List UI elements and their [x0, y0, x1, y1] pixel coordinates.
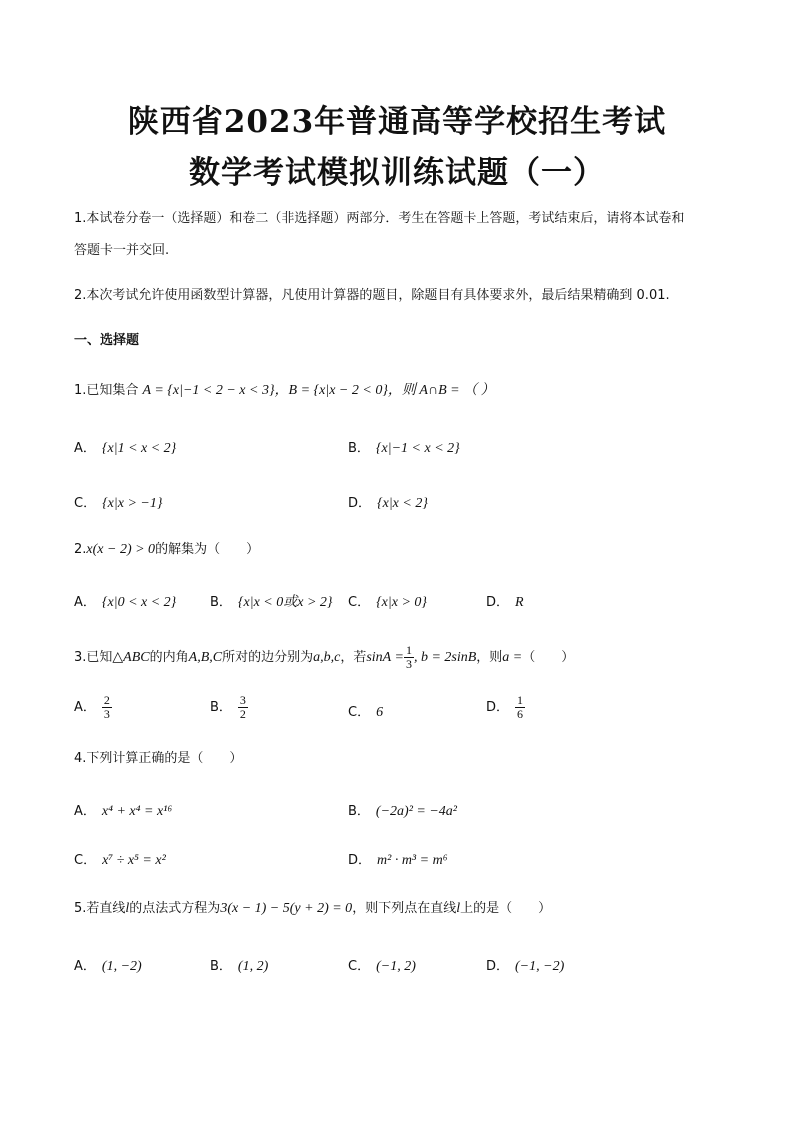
- option-label: B．: [348, 804, 370, 819]
- fraction-numerator: 3: [239, 693, 246, 707]
- option-label: A．: [74, 959, 96, 974]
- option-math: {x|x > −1}: [102, 496, 163, 511]
- option-label: D．: [348, 853, 372, 868]
- q4-option-a[interactable]: [74, 800, 172, 820]
- q1-option-c[interactable]: [74, 492, 162, 512]
- note-1a: 1.本试卷分卷一（选择题）和卷二（非选择题）两部分．考生在答题卡上答题，考试结束后，请将本试卷和: [74, 211, 685, 226]
- option-math: {x|x < 0或x > 2}: [237, 595, 333, 610]
- option-label: D．: [486, 595, 510, 610]
- q2-option-b[interactable]: [210, 591, 333, 611]
- option-math: (1, 2): [237, 959, 269, 974]
- q1-option-b[interactable]: [348, 437, 460, 457]
- option-math: (−2a)² = −4a²: [375, 804, 457, 819]
- option-label: B．: [210, 959, 232, 974]
- option-label: C．: [348, 705, 371, 720]
- fraction-numerator: 1: [517, 693, 524, 707]
- exam-title-line2: 数学考试模拟训练试题（一）: [189, 155, 605, 191]
- fraction-denominator: 6: [517, 707, 524, 721]
- q4-option-d[interactable]: [348, 849, 448, 869]
- q5-mid2: ，则下列点在直线: [352, 901, 457, 916]
- q2-option-a[interactable]: [74, 591, 176, 611]
- question-2-stem: [74, 539, 734, 561]
- option-math: (−1, 2): [376, 959, 416, 974]
- option-math: m² · m³ = m⁶: [377, 853, 448, 868]
- q3-option-c[interactable]: [348, 701, 383, 721]
- q5-mid1: 的点法式方程为: [129, 901, 221, 916]
- q3-text: 3.已知: [74, 650, 113, 665]
- q3-cond-fraction: [404, 644, 414, 671]
- option-label: A．: [74, 700, 96, 715]
- section-heading: 一、选择题: [74, 333, 140, 348]
- q5-option-c[interactable]: [348, 955, 416, 975]
- q3-angles: A,B,C: [188, 650, 223, 665]
- q2-option-d[interactable]: [486, 591, 524, 611]
- option-label: C．: [74, 853, 97, 868]
- q5-option-b[interactable]: [210, 955, 268, 975]
- q3-cond-post: , b = 2sinB: [413, 650, 477, 665]
- option-label: A．: [74, 595, 96, 610]
- option-fraction: [102, 694, 112, 721]
- q2-math: x(x − 2) > 0: [86, 542, 156, 557]
- question-1-stem: [74, 380, 734, 402]
- option-label: B．: [210, 595, 232, 610]
- option-label: B．: [348, 441, 370, 456]
- option-math: {x|−1 < x < 2}: [375, 441, 460, 456]
- option-label: C．: [348, 959, 371, 974]
- option-math: 6: [376, 705, 384, 720]
- question-3-stem: [74, 644, 734, 671]
- option-math: x⁷ ÷ x⁵ = x²: [102, 853, 166, 868]
- q3-option-b[interactable]: [210, 694, 248, 721]
- q3-mid1: 的内角: [149, 650, 189, 665]
- option-math: {x|0 < x < 2}: [101, 595, 177, 610]
- q4-option-b[interactable]: [348, 800, 457, 820]
- q3-math-a: a =: [502, 650, 523, 665]
- option-label: C．: [74, 496, 97, 511]
- fraction-denominator: 2: [239, 707, 246, 721]
- q1-text: 1.已知集合: [74, 383, 139, 398]
- question-5-stem: [74, 898, 734, 920]
- option-math: R: [515, 595, 524, 610]
- q5-option-a[interactable]: [74, 955, 142, 975]
- fraction-denominator: 3: [405, 657, 412, 671]
- q3-option-a[interactable]: [74, 694, 112, 721]
- option-math: {x|x > 0}: [376, 595, 427, 610]
- q3-mid2: 所对的边分别为: [222, 650, 314, 665]
- q2-option-c[interactable]: [348, 591, 427, 611]
- option-math: x⁴ + x⁴ = x¹⁶: [101, 804, 173, 819]
- q5-option-d[interactable]: [486, 955, 564, 975]
- question-4-stem: 4.下列计算正确的是（ ）: [74, 751, 243, 766]
- option-fraction: [238, 694, 248, 721]
- note-2: 2.本次考试允许使用函数型计算器，凡使用计算器的题目，除题目有具体要求外，最后结果精确到 0.01.: [74, 288, 670, 303]
- q2-tail: 的解集为（ ）: [155, 542, 260, 557]
- q3-option-d[interactable]: [486, 694, 525, 721]
- q3-tail: （ ）: [522, 650, 575, 665]
- fraction-denominator: 3: [103, 707, 110, 721]
- q4-option-c[interactable]: [74, 849, 166, 869]
- q5-mid3: 上的是（ ）: [460, 901, 552, 916]
- option-math: {x|x < 2}: [377, 496, 428, 511]
- q1-option-d[interactable]: [348, 492, 428, 512]
- option-math: (1, −2): [101, 959, 142, 974]
- q5-line-l: l: [125, 901, 130, 916]
- option-math: {x|1 < x < 2}: [101, 441, 177, 456]
- q1-math: A = {x|−1 < 2 − x < 3}，B = {x|x − 2 < 0}，则 A∩B = （ ）: [142, 383, 495, 398]
- q5-equation: 3(x − 1) − 5(y + 2) = 0: [220, 901, 353, 916]
- q5-text: 5.若直线: [74, 901, 126, 916]
- option-label: B．: [210, 700, 232, 715]
- option-label: C．: [348, 595, 371, 610]
- q3-cond-pre: sinA =: [366, 650, 404, 665]
- q3-mid3: ，若: [340, 650, 367, 665]
- q3-triangle: △ABC: [112, 650, 150, 665]
- fraction-numerator: 1: [405, 643, 412, 657]
- option-label: A．: [74, 804, 96, 819]
- option-label: D．: [486, 959, 510, 974]
- q3-mid4: ，则: [476, 650, 503, 665]
- q5-line-l-2: l: [456, 901, 461, 916]
- fraction-numerator: 2: [103, 693, 110, 707]
- q3-sides: a,b,c: [313, 650, 341, 665]
- option-label: D．: [348, 496, 372, 511]
- option-label: D．: [486, 700, 510, 715]
- q2-text: 2.: [74, 542, 87, 557]
- option-math: (−1, −2): [515, 959, 565, 974]
- q1-option-a[interactable]: [74, 437, 176, 457]
- option-label: A．: [74, 441, 96, 456]
- note-1b: 答题卡一并交回.: [74, 243, 170, 258]
- option-fraction: [515, 694, 525, 721]
- exam-title-line1: 陕西省2023年普通高等学校招生考试: [127, 104, 667, 140]
